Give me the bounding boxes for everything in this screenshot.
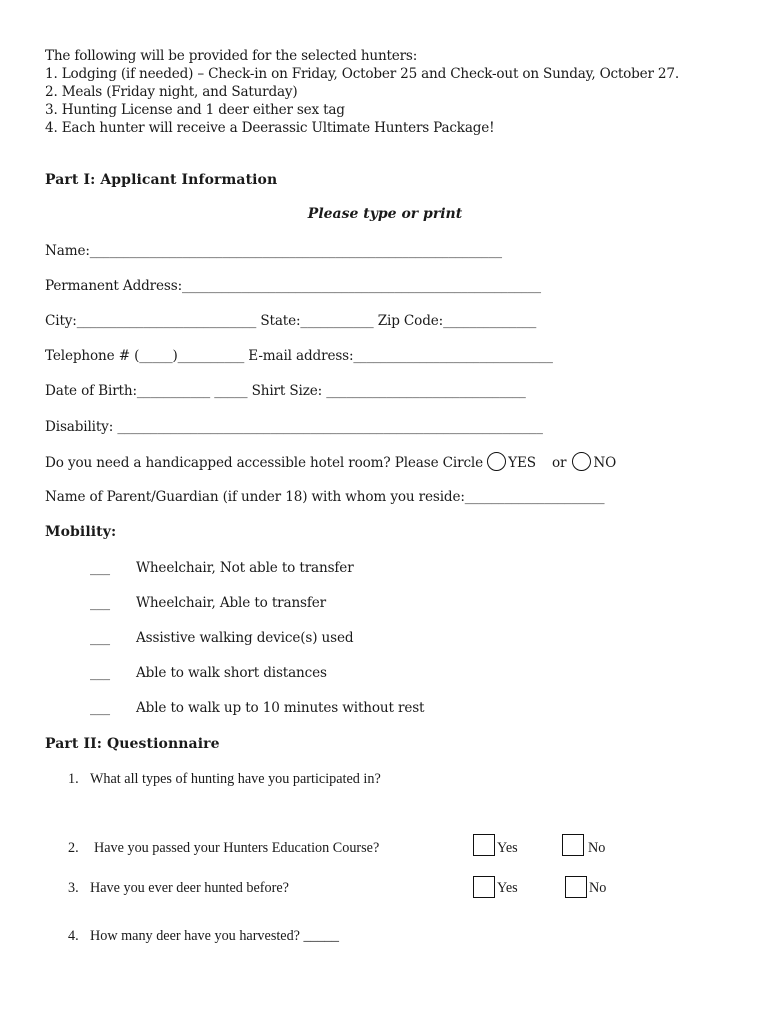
no-label: NO: [593, 455, 617, 471]
phone-email-field[interactable]: Telephone # (_____)__________ E-mail address:______________________________: [45, 348, 553, 364]
question-number: 1.: [68, 771, 79, 787]
yes-circle-option[interactable]: [487, 452, 506, 471]
q3-yes-checkbox[interactable]: [473, 876, 495, 898]
q2-yes-label: Yes: [497, 840, 518, 856]
yes-label: YES: [508, 455, 536, 471]
part1-subtitle: Please type or print: [307, 206, 463, 222]
question-number: 2.: [68, 840, 79, 856]
q3-no-checkbox[interactable]: [565, 876, 587, 898]
question-number: 3.: [68, 880, 79, 896]
intro-item-4: 4. Each hunter will receive a Deerassic Ultimate Hunters Package!: [45, 120, 495, 136]
question-number: 4.: [68, 928, 79, 944]
mobility-blank[interactable]: ___: [90, 700, 110, 716]
mobility-item[interactable]: [90, 700, 424, 716]
name-field[interactable]: Name:______________________________________________________________: [45, 243, 502, 259]
mobility-blank[interactable]: ___: [90, 665, 110, 681]
mobility-item-label: Able to walk up to 10 minutes without rest: [136, 700, 425, 716]
or-label: or: [551, 455, 567, 471]
q2-no-checkbox[interactable]: [562, 834, 584, 856]
mobility-item[interactable]: [90, 665, 327, 681]
q2-no-label: No: [588, 840, 606, 856]
mobility-item-label: Assistive walking device(s) used: [136, 630, 354, 646]
q3-yes-label: Yes: [497, 880, 518, 896]
mobility-item[interactable]: [90, 630, 353, 646]
no-circle-option[interactable]: [572, 452, 591, 471]
question-3-text: Have you ever deer hunted before?: [90, 880, 289, 896]
hotel-room-question: [45, 452, 616, 471]
part1-title: Part I: Applicant Information: [45, 172, 278, 188]
mobility-item[interactable]: [90, 560, 354, 576]
question-2-text: Have you passed your Hunters Education Course?: [94, 840, 380, 856]
mobility-item[interactable]: [90, 595, 326, 611]
question-4-text[interactable]: How many deer have you harvested? _____: [90, 928, 339, 944]
mobility-blank[interactable]: ___: [90, 595, 110, 611]
dob-shirt-field[interactable]: Date of Birth:___________ _____ Shirt Size: ______________________________: [45, 383, 526, 399]
mobility-blank[interactable]: ___: [90, 560, 110, 576]
mobility-item-label: Able to walk short distances: [136, 665, 327, 681]
intro-item-3: 3. Hunting License and 1 deer either sex tag: [45, 102, 345, 118]
hotel-question-text: Do you need a handicapped accessible hotel room? Please Circle: [45, 455, 488, 471]
q2-yes-checkbox[interactable]: [473, 834, 495, 856]
guardian-field[interactable]: Name of Parent/Guardian (if under 18) with whom you reside:_____________________: [45, 489, 605, 505]
city-state-zip-field[interactable]: City:___________________________ State:___________ Zip Code:______________: [45, 313, 537, 329]
mobility-item-label: Wheelchair, Not able to transfer: [136, 560, 354, 576]
q3-no-label: No: [589, 880, 607, 896]
disability-field[interactable]: Disability: ________________________________________________________________: [45, 419, 543, 435]
mobility-item-label: Wheelchair, Able to transfer: [136, 595, 327, 611]
intro-item-1: 1. Lodging (if needed) – Check-in on Friday, October 25 and Check-out on Sunday, October 27.: [45, 66, 679, 82]
address-field[interactable]: Permanent Address:______________________________________________________: [45, 278, 541, 294]
question-1-text: What all types of hunting have you participated in?: [90, 771, 381, 787]
intro-heading: The following will be provided for the selected hunters:: [45, 48, 418, 64]
intro-item-2: 2. Meals (Friday night, and Saturday): [45, 84, 298, 100]
mobility-title: Mobility:: [45, 524, 117, 540]
part2-title: Part II: Questionnaire: [45, 736, 220, 752]
mobility-blank[interactable]: ___: [90, 630, 110, 646]
